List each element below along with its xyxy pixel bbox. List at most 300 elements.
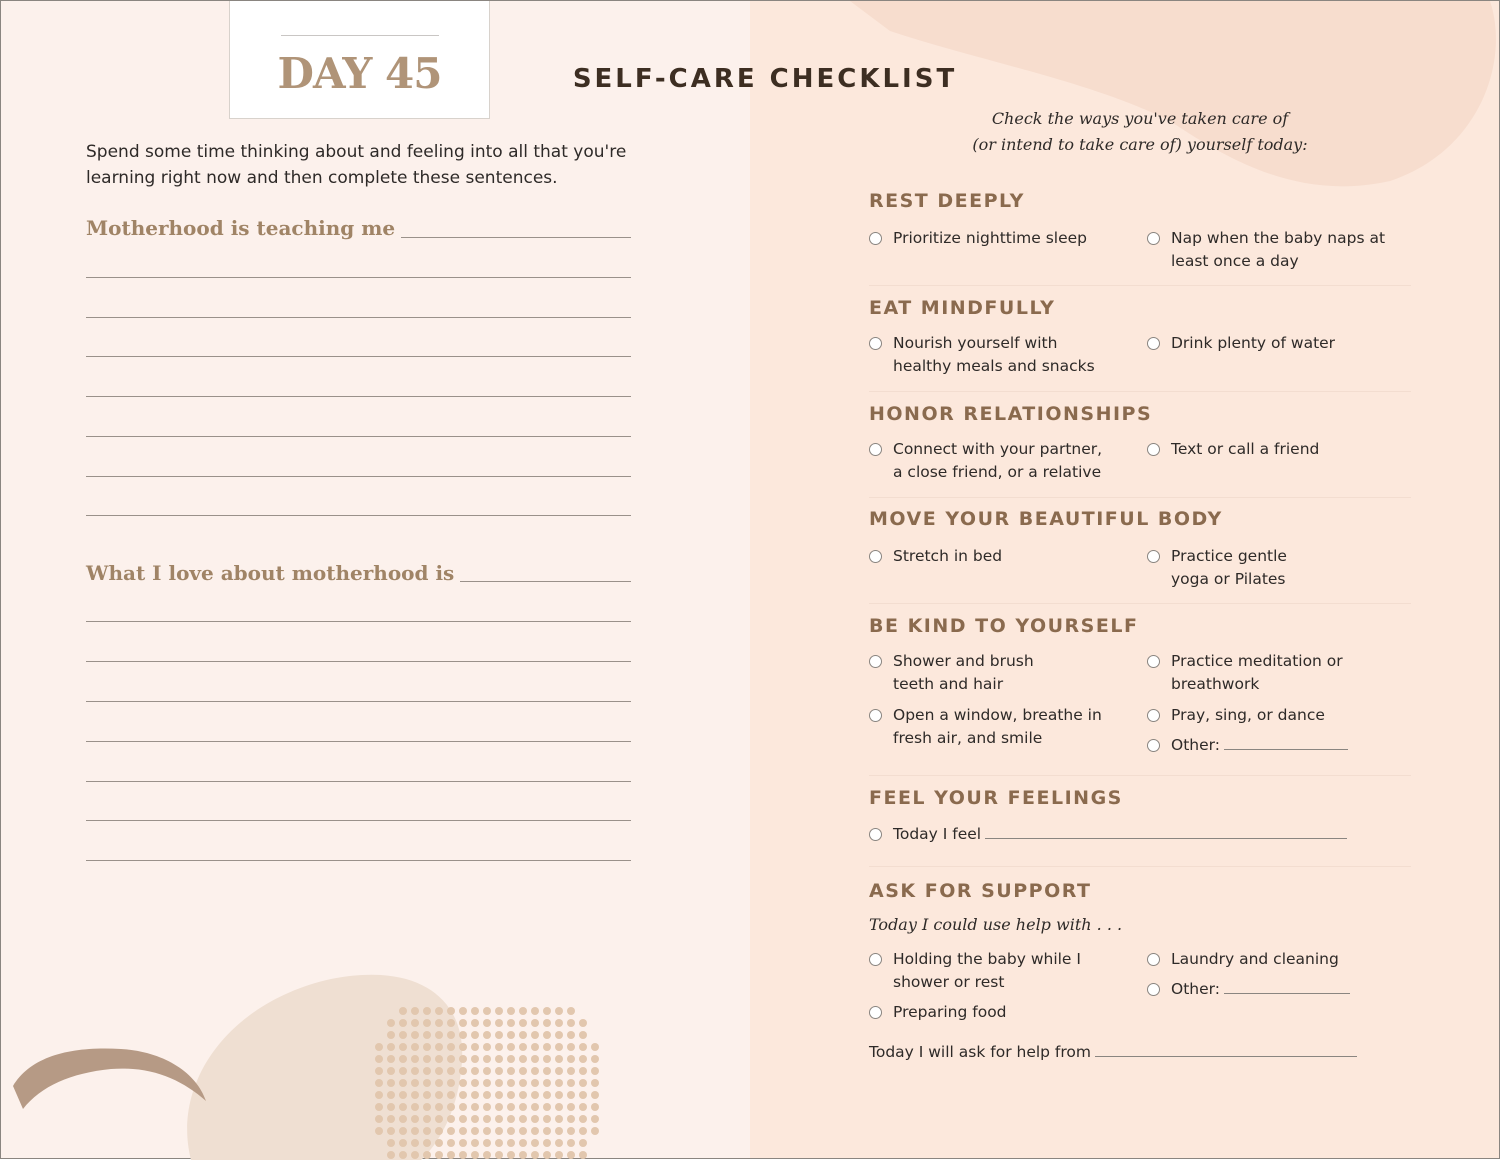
dot	[483, 1007, 491, 1015]
dot	[531, 1091, 539, 1099]
dot	[483, 1139, 491, 1147]
divider	[281, 35, 439, 36]
checkbox-circle-icon[interactable]	[1147, 443, 1160, 456]
dot	[459, 1127, 467, 1135]
dot	[387, 1043, 395, 1051]
dot	[423, 1127, 431, 1135]
support-intro: Today I could use help with . . .	[869, 915, 1123, 934]
writing-line[interactable]	[86, 515, 631, 516]
dot	[435, 1091, 443, 1099]
dot	[399, 1007, 407, 1015]
dot	[555, 1079, 563, 1087]
dot	[387, 1103, 395, 1111]
dot	[399, 1055, 407, 1063]
checkbox-circle-icon[interactable]	[869, 953, 882, 966]
dot	[531, 1139, 539, 1147]
dot	[519, 1103, 527, 1111]
dot	[387, 1079, 395, 1087]
dot	[531, 1019, 539, 1027]
dot	[555, 1139, 563, 1147]
dot	[495, 1079, 503, 1087]
writing-line[interactable]	[86, 661, 631, 662]
dot	[507, 1043, 515, 1051]
writing-line[interactable]	[86, 820, 631, 821]
dot	[543, 1091, 551, 1099]
prompt-motherhood-teaching: Motherhood is teaching me	[86, 216, 401, 240]
dot	[423, 1043, 431, 1051]
dot	[435, 1019, 443, 1027]
other-fill-line[interactable]	[1224, 736, 1348, 750]
dot	[579, 1067, 587, 1075]
item-label: Text or call a friend	[1171, 440, 1320, 458]
writing-line[interactable]	[86, 436, 631, 437]
dot	[435, 1139, 443, 1147]
writing-line[interactable]	[86, 621, 631, 622]
dot	[579, 1043, 587, 1051]
dot	[435, 1115, 443, 1123]
checkbox-circle-icon[interactable]	[1147, 983, 1160, 996]
dot	[555, 1115, 563, 1123]
divider	[869, 391, 1411, 392]
checklist-item[interactable]	[1147, 948, 1397, 971]
dot	[507, 1091, 515, 1099]
checklist-item[interactable]	[869, 332, 1099, 378]
section-heading: MOVE YOUR BEAUTIFUL BODY	[869, 508, 1223, 530]
dot	[519, 1043, 527, 1051]
dot	[375, 1103, 383, 1111]
dot	[495, 1007, 503, 1015]
dot	[423, 1007, 431, 1015]
section-heading: BE KIND TO YOURSELF	[869, 615, 1139, 637]
left-page	[0, 0, 750, 1159]
item-label: Prioritize nighttime sleep	[893, 229, 1088, 247]
dot	[471, 1103, 479, 1111]
dot	[435, 1043, 443, 1051]
dot	[399, 1091, 407, 1099]
dot	[423, 1031, 431, 1039]
writing-line[interactable]	[86, 476, 631, 477]
dot	[411, 1115, 419, 1123]
checkbox-circle-icon[interactable]	[869, 443, 882, 456]
dot	[579, 1127, 587, 1135]
dot	[483, 1127, 491, 1135]
dot	[567, 1139, 575, 1147]
dot	[459, 1007, 467, 1015]
checklist-item[interactable]	[869, 545, 1109, 568]
dot	[447, 1031, 455, 1039]
dot	[519, 1091, 527, 1099]
dot	[567, 1067, 575, 1075]
dot	[483, 1079, 491, 1087]
dot	[375, 1067, 383, 1075]
ask-help-line[interactable]	[869, 1041, 1357, 1064]
dot	[591, 1103, 599, 1111]
dot	[579, 1115, 587, 1123]
ask-help-label: Today I will ask for help from	[869, 1043, 1091, 1061]
dot	[399, 1127, 407, 1135]
checklist-item[interactable]	[1147, 227, 1397, 273]
dot	[387, 1091, 395, 1099]
dot	[543, 1103, 551, 1111]
dot	[543, 1007, 551, 1015]
dot	[447, 1091, 455, 1099]
dot	[471, 1067, 479, 1075]
dot	[531, 1127, 539, 1135]
dot	[591, 1067, 599, 1075]
checklist-item[interactable]	[1147, 704, 1397, 727]
watercolor-decoration	[830, 1, 1500, 191]
dot	[447, 1103, 455, 1111]
dot	[447, 1007, 455, 1015]
checkbox-circle-icon[interactable]	[869, 828, 882, 841]
checkbox-circle-icon[interactable]	[869, 232, 882, 245]
dot	[483, 1067, 491, 1075]
dot	[423, 1103, 431, 1111]
dot	[483, 1055, 491, 1063]
dot	[399, 1043, 407, 1051]
dot	[567, 1055, 575, 1063]
dot	[483, 1031, 491, 1039]
feel-fill-line[interactable]	[985, 825, 1347, 839]
ask-help-fill-line[interactable]	[1095, 1043, 1357, 1057]
dot	[447, 1067, 455, 1075]
checkbox-circle-icon[interactable]	[869, 550, 882, 563]
item-label: Nourish yourself with healthy meals and snacks	[893, 334, 1095, 375]
dot	[375, 1127, 383, 1135]
dot	[495, 1019, 503, 1027]
dot	[471, 1115, 479, 1123]
dot	[531, 1055, 539, 1063]
item-label: Other:	[1171, 980, 1220, 998]
item-label: Nap when the baby naps at least once a day	[1171, 229, 1386, 270]
writing-line[interactable]	[86, 860, 631, 861]
dot	[543, 1139, 551, 1147]
checklist-item[interactable]	[869, 1001, 1109, 1024]
dot	[531, 1067, 539, 1075]
dot	[507, 1007, 515, 1015]
section-heading: FEEL YOUR FEELINGS	[869, 787, 1123, 809]
dot	[471, 1079, 479, 1087]
dot	[483, 1019, 491, 1027]
dot	[387, 1055, 395, 1063]
dot	[399, 1031, 407, 1039]
dot	[387, 1127, 395, 1135]
dot	[555, 1091, 563, 1099]
dot	[435, 1055, 443, 1063]
dot	[579, 1031, 587, 1039]
item-label: Practice gentle yoga or Pilates	[1171, 547, 1287, 588]
checklist-item-other[interactable]	[1147, 978, 1397, 1001]
dot	[399, 1067, 407, 1075]
item-label: Stretch in bed	[893, 547, 1003, 565]
dot	[423, 1091, 431, 1099]
dot	[495, 1067, 503, 1075]
dot	[447, 1079, 455, 1087]
dot	[399, 1151, 407, 1159]
divider	[869, 497, 1411, 498]
dot	[483, 1151, 491, 1159]
section-heading: REST DEEPLY	[869, 190, 1025, 212]
dot	[507, 1067, 515, 1075]
writing-line[interactable]	[86, 317, 631, 318]
dot	[507, 1103, 515, 1111]
dot	[483, 1103, 491, 1111]
dot	[591, 1127, 599, 1135]
dot	[543, 1115, 551, 1123]
dot	[375, 1043, 383, 1051]
dot	[375, 1055, 383, 1063]
dot	[387, 1031, 395, 1039]
dot	[411, 1055, 419, 1063]
writing-line[interactable]	[86, 396, 631, 397]
dot	[447, 1151, 455, 1159]
dot	[567, 1031, 575, 1039]
dot	[387, 1067, 395, 1075]
checklist-subtitle-1: Check the ways you've taken care of	[991, 109, 1289, 128]
dot	[375, 1115, 383, 1123]
dot	[411, 1139, 419, 1147]
dot	[555, 1151, 563, 1159]
checklist-item[interactable]	[1147, 545, 1317, 591]
item-label: Shower and brush teeth and hair	[893, 652, 1034, 693]
other-fill-line[interactable]	[1224, 980, 1350, 994]
dot	[531, 1007, 539, 1015]
writing-line[interactable]	[86, 701, 631, 702]
dot	[495, 1043, 503, 1051]
dot	[507, 1127, 515, 1135]
dot	[579, 1055, 587, 1063]
checkbox-circle-icon[interactable]	[869, 655, 882, 668]
day-header-box	[229, 1, 490, 119]
dot	[591, 1115, 599, 1123]
divider	[869, 603, 1411, 604]
dot	[447, 1139, 455, 1147]
checklist-item[interactable]	[1147, 332, 1397, 355]
dot	[519, 1127, 527, 1135]
day-title: DAY 45	[277, 49, 442, 98]
dot	[495, 1103, 503, 1111]
dot	[519, 1019, 527, 1027]
dot	[531, 1043, 539, 1051]
dot	[579, 1091, 587, 1099]
writing-line[interactable]	[86, 277, 631, 278]
dot	[507, 1079, 515, 1087]
checkbox-circle-icon[interactable]	[1147, 655, 1160, 668]
dot	[519, 1115, 527, 1123]
dot	[495, 1115, 503, 1123]
dot	[543, 1079, 551, 1087]
dot	[543, 1151, 551, 1159]
divider	[869, 866, 1411, 867]
dot	[423, 1139, 431, 1147]
dot	[411, 1031, 419, 1039]
dot	[471, 1043, 479, 1051]
dot	[567, 1127, 575, 1135]
item-label: Pray, sing, or dance	[1171, 706, 1325, 724]
dot	[531, 1115, 539, 1123]
dot	[555, 1007, 563, 1015]
dot	[543, 1019, 551, 1027]
item-label: Preparing food	[893, 1003, 1007, 1021]
writing-line[interactable]	[86, 741, 631, 742]
dot	[543, 1127, 551, 1135]
dot	[507, 1019, 515, 1027]
dot	[531, 1151, 539, 1159]
dot	[411, 1043, 419, 1051]
dot	[555, 1067, 563, 1075]
item-label: Open a window, breathe in fresh air, and smile	[893, 706, 1102, 747]
checkbox-circle-icon[interactable]	[869, 709, 882, 722]
checklist-item-other[interactable]	[1147, 734, 1397, 757]
item-label: Connect with your partner, a close friend, or a relative	[893, 440, 1103, 481]
dot	[555, 1103, 563, 1111]
dot	[423, 1019, 431, 1027]
dot	[555, 1031, 563, 1039]
dot	[399, 1019, 407, 1027]
dot	[531, 1031, 539, 1039]
item-label: Today I feel	[893, 825, 982, 843]
dot	[447, 1019, 455, 1027]
dot	[519, 1067, 527, 1075]
checkbox-circle-icon[interactable]	[1147, 550, 1160, 563]
checklist-item[interactable]	[869, 704, 1109, 750]
checklist-item[interactable]	[869, 438, 1109, 484]
dot	[495, 1127, 503, 1135]
dot	[459, 1043, 467, 1051]
dot	[447, 1043, 455, 1051]
dot	[507, 1151, 515, 1159]
divider	[869, 775, 1411, 776]
dot	[567, 1091, 575, 1099]
dot	[459, 1079, 467, 1087]
checklist-item[interactable]	[1147, 650, 1347, 696]
dot	[399, 1103, 407, 1111]
dot	[555, 1127, 563, 1135]
checkbox-circle-icon[interactable]	[869, 337, 882, 350]
dot	[411, 1151, 419, 1159]
checkbox-circle-icon[interactable]	[1147, 953, 1160, 966]
dot	[543, 1031, 551, 1039]
dot	[555, 1043, 563, 1051]
dot	[459, 1151, 467, 1159]
checkbox-circle-icon[interactable]	[1147, 739, 1160, 752]
dot	[495, 1091, 503, 1099]
writing-line[interactable]	[86, 356, 631, 357]
dot	[435, 1031, 443, 1039]
checklist-title: SELF-CARE CHECKLIST	[572, 64, 958, 94]
dot	[411, 1091, 419, 1099]
checklist-item[interactable]	[869, 948, 1099, 994]
dot	[483, 1043, 491, 1051]
dot	[519, 1055, 527, 1063]
checkbox-circle-icon[interactable]	[869, 1006, 882, 1019]
dot	[519, 1079, 527, 1087]
dot	[423, 1067, 431, 1075]
dot	[411, 1019, 419, 1027]
item-label: Practice meditation or breathwork	[1171, 652, 1343, 693]
dot	[423, 1115, 431, 1123]
dot	[519, 1007, 527, 1015]
dot	[531, 1103, 539, 1111]
dot	[507, 1031, 515, 1039]
dot	[447, 1127, 455, 1135]
dot	[471, 1091, 479, 1099]
checklist-item[interactable]	[869, 650, 1069, 696]
dot	[471, 1019, 479, 1027]
dot	[459, 1103, 467, 1111]
dot	[507, 1139, 515, 1147]
dot	[411, 1079, 419, 1087]
dot	[471, 1151, 479, 1159]
dot	[531, 1079, 539, 1087]
dot	[495, 1151, 503, 1159]
dot	[543, 1067, 551, 1075]
dot	[459, 1019, 467, 1027]
checklist-item[interactable]	[869, 227, 1129, 250]
dot	[459, 1055, 467, 1063]
dot	[399, 1115, 407, 1123]
dot	[543, 1043, 551, 1051]
dot	[471, 1127, 479, 1135]
checkbox-circle-icon[interactable]	[1147, 337, 1160, 350]
dot	[555, 1055, 563, 1063]
dot	[495, 1055, 503, 1063]
dot	[387, 1139, 395, 1147]
checkbox-circle-icon[interactable]	[1147, 232, 1160, 245]
writing-line[interactable]	[86, 781, 631, 782]
intro-text: Spend some time thinking about and feeling into all that you're learning right now and then complete these sentences.	[86, 142, 627, 188]
dot	[435, 1103, 443, 1111]
item-label: Drink plenty of water	[1171, 334, 1336, 352]
dot	[591, 1043, 599, 1051]
dot	[495, 1031, 503, 1039]
item-label: Other:	[1171, 736, 1220, 754]
section-heading: ASK FOR SUPPORT	[869, 880, 1092, 902]
dot	[579, 1103, 587, 1111]
prompt-love-motherhood: What I love about motherhood is	[86, 561, 460, 585]
dot	[507, 1055, 515, 1063]
checklist-item[interactable]	[1147, 438, 1397, 461]
dot	[459, 1115, 467, 1123]
dot	[387, 1151, 395, 1159]
dot	[579, 1079, 587, 1087]
dot	[435, 1007, 443, 1015]
dot	[411, 1103, 419, 1111]
dot	[459, 1091, 467, 1099]
dot	[519, 1151, 527, 1159]
dot	[435, 1067, 443, 1075]
dot	[387, 1115, 395, 1123]
dot	[483, 1091, 491, 1099]
dot	[591, 1055, 599, 1063]
dot	[471, 1055, 479, 1063]
dot	[435, 1151, 443, 1159]
checklist-item[interactable]	[869, 823, 1369, 846]
dot	[543, 1055, 551, 1063]
dot	[567, 1103, 575, 1111]
dot	[459, 1067, 467, 1075]
section-heading: EAT MINDFULLY	[869, 297, 1056, 319]
dot	[495, 1139, 503, 1147]
checkbox-circle-icon[interactable]	[1147, 709, 1160, 722]
dot	[567, 1007, 575, 1015]
item-label: Holding the baby while I shower or rest	[893, 950, 1081, 991]
dot	[459, 1031, 467, 1039]
dot	[375, 1079, 383, 1087]
dot	[519, 1031, 527, 1039]
dot	[507, 1115, 515, 1123]
dot	[567, 1019, 575, 1027]
